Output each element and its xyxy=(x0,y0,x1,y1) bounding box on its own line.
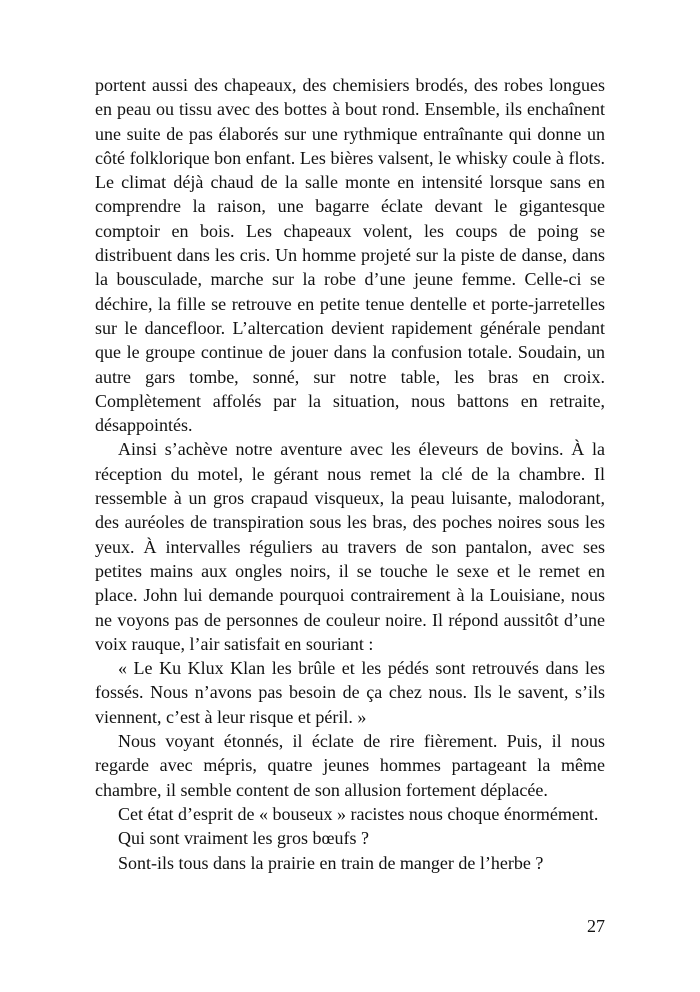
paragraph: Cet état d’esprit de « bouseux » racistes nous choque énormément. xyxy=(118,803,599,824)
body-text xyxy=(95,73,605,875)
paragraph: Qui sont vraiment les gros bœufs ? xyxy=(118,828,369,849)
paragraph: Nous voyant étonnés, il éclate de rire fièrement. Puis, il nous regarde avec mépris, quatre jeunes hommes partageant la même chambre, il semble content de son allusion fortement déplacée. xyxy=(95,731,605,800)
paragraph: Sont-ils tous dans la prairie en train de manger de l’herbe ? xyxy=(118,852,544,873)
quote-paragraph: « Le Ku Klux Klan les brûle et les pédés sont retrouvés dans les fossés. Nous n’avons pas besoin de ça chez nous. Ils le savent, s’ils viennent, c’est à leur risque et péril. » xyxy=(95,658,605,727)
paragraph: Ainsi s’achève notre aventure avec les éleveurs de bovins. À la réception du motel, le gérant nous remet la clé de la chambre. Il ressemble à un gros crapaud visqueux, la peau luisante, malodorant, des auréoles de transpiration sous les bras, des poches noires sous les yeux. À intervalles réguliers au travers de son pantalon, avec ses petites mains aux ongles noirs, il se touche le sexe et le remet en place. John lui demande pourquoi contrairement à la Louisiane, nous ne voyons pas de personnes de couleur noire. Il répond aussitôt d’une voix rauque, l’air satisfait en souriant : xyxy=(95,439,605,654)
paragraph: portent aussi des chapeaux, des chemisiers brodés, des robes longues en peau ou tissu avec des bottes à bout rond. Ensemble, ils enchaînent une suite de pas élaborés sur une rythmique entraînante qui donne un côté folklorique bon enfant. Les bières valsent, le whisky coule à flots. Le climat déjà chaud de la salle monte en intensité lorsque sans en comprendre la raison, une bagarre éclate devant le gigantesque comptoir en bois. Les chapeaux volent, les coups de poing se distribuent dans les cris. Un homme projeté sur la piste de danse, dans la bousculade, marche sur la robe d’une jeune femme. Celle-ci se déchire, la fille se retrouve en petite tenue dentelle et porte-jarretelles sur le dancefloor. L’altercation devient rapidement générale pendant que le groupe continue de jouer dans la confusion totale. Soudain, un autre gars tombe, sonné, sur notre table, les bras en croix. Complètement affolés par la situation, nous battons en retraite, désappointés. xyxy=(95,75,605,436)
page-number: 27 xyxy=(587,916,605,936)
